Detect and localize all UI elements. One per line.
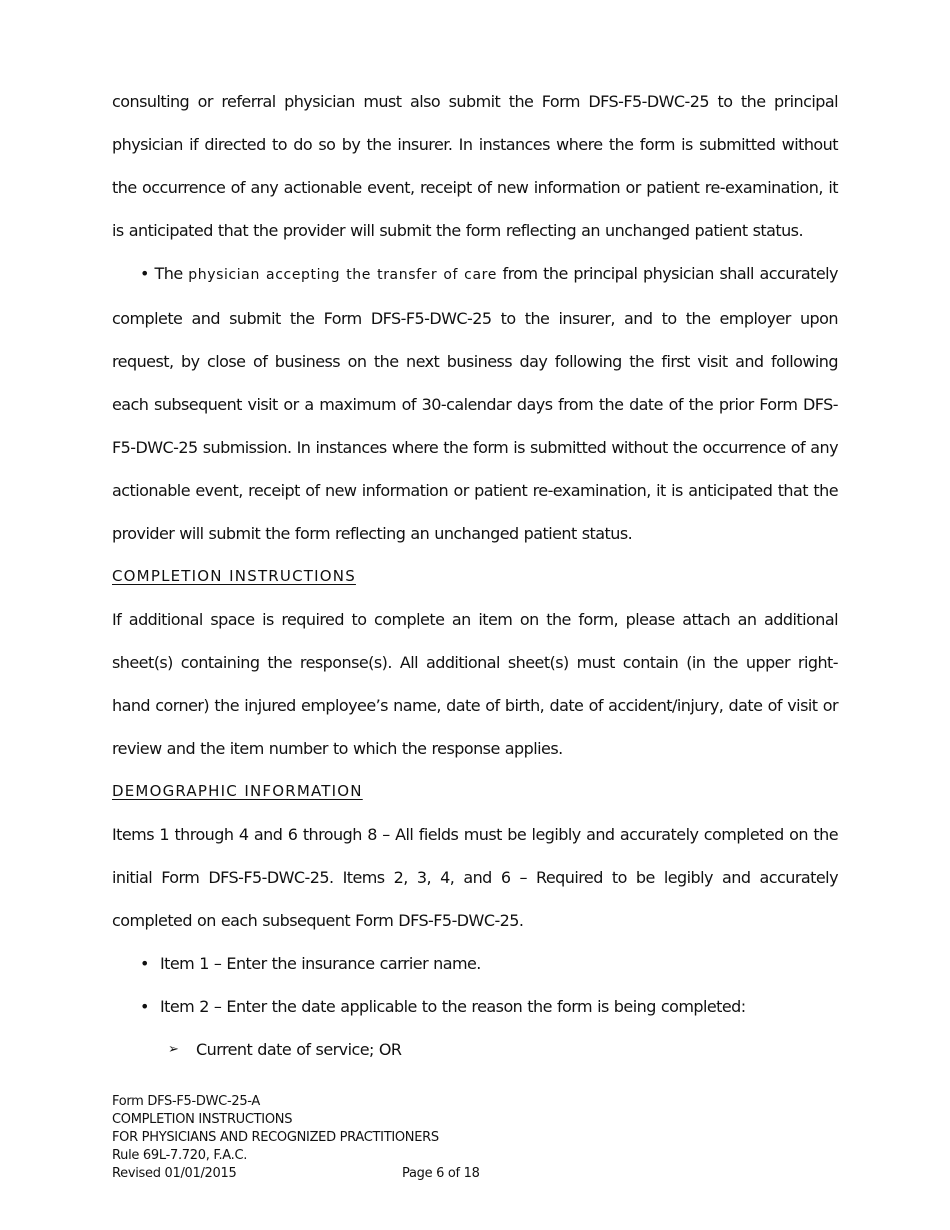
footer-revised: Revised 01/01/2015 (112, 1166, 237, 1181)
paragraph-rest: from the principal physician shall accurately complete and submit the Form DFS-F5-DWC-25 to the insurer, and to the employer upon request, by close of business on the next business day following the first visit and following each subsequent visit or a maximum of 30-calendar days from the date of the prior Form DFS-F5-DWC-25 submission. In instances where the form is submitted without the occurrence of any actionable event, receipt of new information or patient re-examination, it is anticipated that the provider will submit the form reflecting an unchanged patient status. (112, 264, 838, 543)
list-item-text: Item 2 – Enter the date applicable to the reason the form is being completed: (160, 997, 746, 1016)
bullet-icon: • (140, 954, 149, 973)
list-item (112, 942, 838, 985)
demographic-information-heading (112, 770, 838, 813)
footer-form-id: Form DFS-F5-DWC-25-A (112, 1094, 260, 1109)
footer-rule: Rule 69L-7.720, F.A.C. (112, 1148, 248, 1163)
page-number: Page 6 of 18 (402, 1166, 480, 1181)
list-item-text: Item 1 – Enter the insurance carrier name. (160, 954, 481, 973)
demographic-information-heading-text: DEMOGRAPHIC INFORMATION (112, 782, 363, 800)
item-list (112, 942, 838, 1028)
completion-instructions-heading-text: COMPLETION INSTRUCTIONS (112, 567, 356, 585)
list-item (112, 985, 838, 1028)
completion-instructions-heading (112, 555, 838, 598)
paragraph-bullet: • (140, 264, 149, 283)
page-footer (112, 1093, 712, 1183)
paragraph-transfer-of-care (112, 252, 838, 555)
sub-list-item (112, 1028, 838, 1071)
paragraph-additional-space: If additional space is required to complete an item on the form, please attach an additional sheet(s) containing the response(s). All additional sheet(s) must contain (in the upper right-hand corner) the injured employee’s name, date of birth, date of accident/injury, date of visit or review and the item number to which the response applies. (112, 610, 838, 758)
paragraph-consulting-physician: consulting or referral physician must also submit the Form DFS-F5-DWC-25 to the principal physician if directed to do so by the insurer. In instances where the form is submitted without the occurrence of any actionable event, receipt of new information or patient re-examination, it is anticipated that the provider will submit the form reflecting an unchanged patient status. (112, 92, 838, 240)
footer-revised-line (112, 1165, 712, 1183)
paragraph-lead: The (154, 264, 183, 283)
paragraph-items-required: Items 1 through 4 and 6 through 8 – All fields must be legibly and accurately completed on the initial Form DFS-F5-DWC-25. Items 2, 3, 4, and 6 – Required to be legibly and accurately completed on each subsequent Form DFS-F5-DWC-25. (112, 825, 838, 930)
sub-item-list (112, 1028, 838, 1071)
arrowhead-bullet-icon: ➢ (168, 1042, 179, 1057)
bullet-icon: • (140, 997, 149, 1016)
footer-title: COMPLETION INSTRUCTIONS (112, 1112, 293, 1127)
sub-list-item-text: Current date of service; OR (196, 1040, 402, 1059)
document-body (112, 80, 838, 1071)
emphasized-term: physician accepting the transfer of care (188, 267, 497, 283)
footer-subtitle: FOR PHYSICIANS AND RECOGNIZED PRACTITIONERS (112, 1130, 439, 1145)
